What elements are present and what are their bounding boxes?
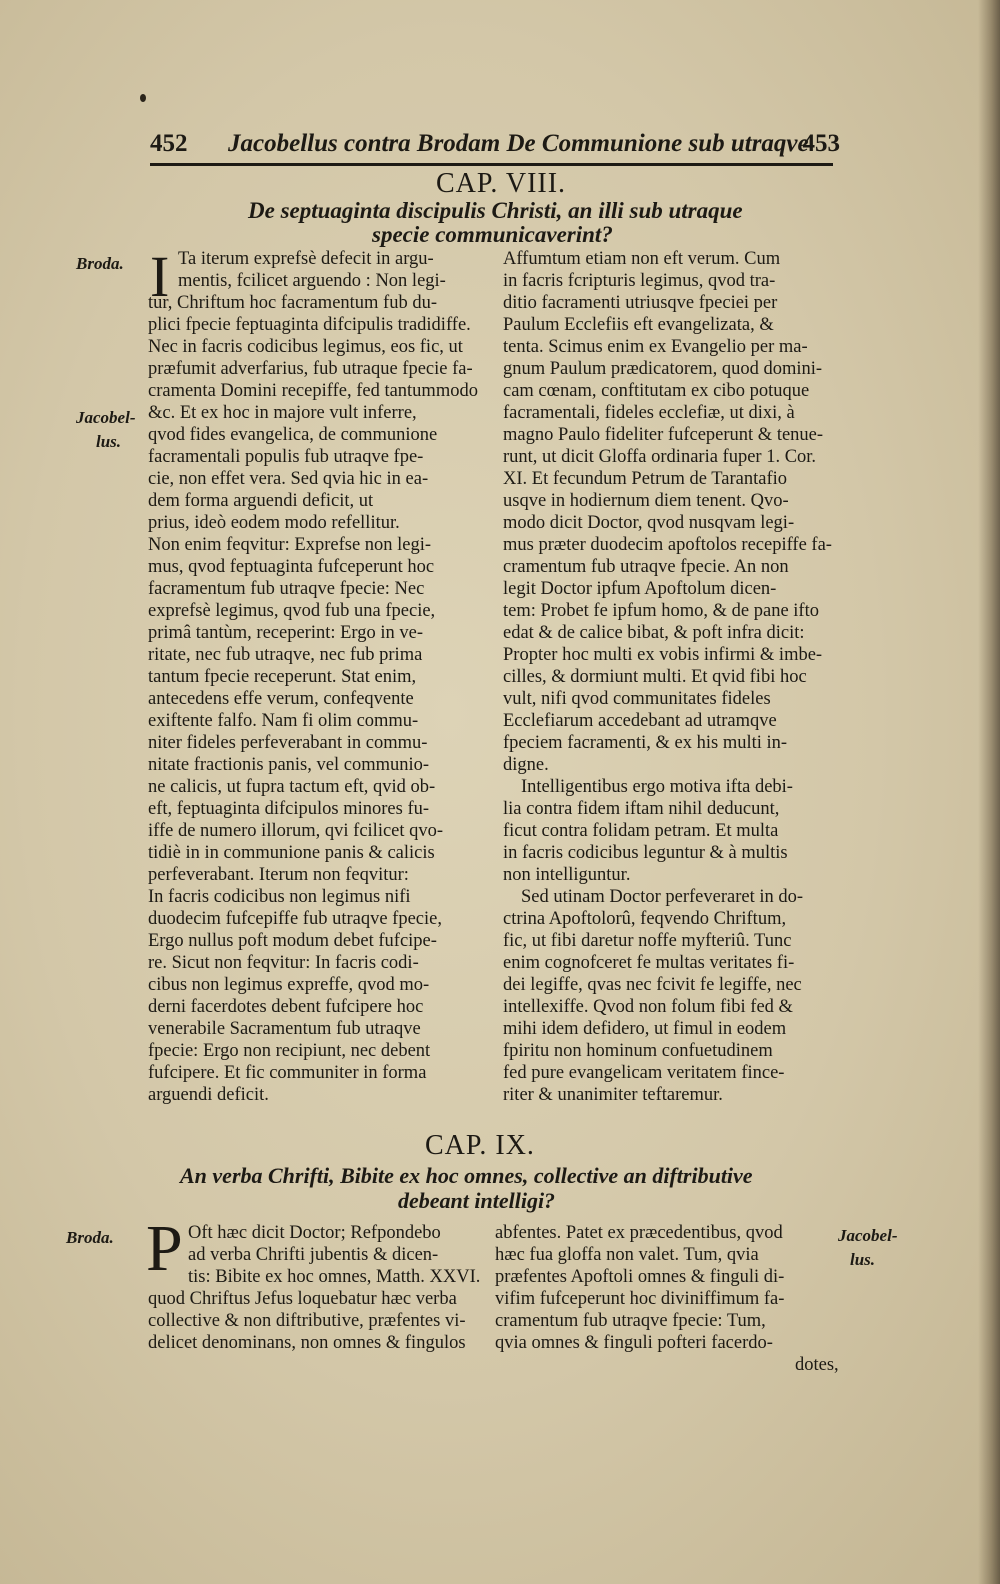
text-line: re. Sicut non feqvitur: In facris codi-	[148, 953, 419, 973]
margin-note-jacobellus-b: lus.	[96, 432, 122, 451]
text-line: fpiritu non hominum confuetudinem	[503, 1041, 773, 1061]
running-header	[150, 128, 840, 164]
text-line: abfentes. Patet ex præcedentibus, qvod	[495, 1223, 783, 1243]
text-line: præfentes Apoftoli omnes & finguli di-	[495, 1267, 785, 1287]
margin-note-broda-2: Broda.	[66, 1228, 114, 1247]
text-line: exprefsè legimus, qvod fub una fpecie,	[148, 601, 436, 621]
text-line: facramentali populis fub utraqve fpe-	[148, 447, 424, 467]
text-line: ne calicis, ut fupra tactum eft, qvid ob-	[148, 777, 436, 797]
text-line: plici fpecie feptuaginta difcipulis tradidiffe.	[148, 315, 471, 335]
text-line: in facris codicibus leguntur & à multis	[503, 843, 788, 863]
chapter-8-subtitle-line2: specie communicaverint?	[372, 222, 613, 247]
header-rule	[150, 163, 833, 166]
text-line: derni facerdotes debent fufcipere hoc	[148, 997, 424, 1017]
text-line: dei legiffe, qvas nec fcivit fe legiffe, nec	[503, 975, 802, 995]
text-line: Affumtum etiam non eft verum. Cum	[503, 249, 781, 269]
margin-note-jacobellus-a: Jacobel-	[76, 408, 136, 427]
text-line: Non enim feqvitur: Exprefse non legi-	[148, 535, 432, 555]
text-line: eft, feptuaginta difcipulos minores fu-	[148, 799, 430, 819]
margin-note-broda: Broda.	[76, 254, 124, 273]
chapter-8-right-column	[503, 250, 838, 1120]
text-line: fic, ut fibi daretur noffe myfteriû. Tunc	[503, 931, 792, 951]
text-line: hæc fua gloffa non valet. Tum, qvia	[495, 1245, 759, 1265]
text-line: niter fideles perfeverabant in commu-	[148, 733, 428, 753]
text-line: enim cognofceret fe multas veritates fi-	[503, 953, 795, 973]
text-line: mentis, fcilicet arguendo : Non legi-	[178, 271, 446, 291]
text-line: qvia omnes & finguli pofteri facerdo-	[495, 1333, 773, 1353]
text-line: ritate, nec fub utraqve, nec fub prima	[148, 645, 423, 665]
text-line: usqve in hodiernum diem tenent. Qvo-	[503, 491, 789, 511]
text-line: runt, ut dicit Gloffa ordinaria fuper 1. Cor.	[503, 447, 817, 467]
text-line: Ta iterum exprefsè defecit in argu-	[178, 249, 434, 269]
text-line: cramentum fub utraqve fpecie. An non	[503, 557, 789, 577]
text-line: cie, non effet vera. Sed qvia hic in ea-	[148, 469, 429, 489]
text-line: mihi idem defidero, ut fimul in eodem	[503, 1019, 787, 1039]
chapter-9-subtitle-line1: An verba Chrifti, Bibite ex hoc omnes, collective an diftributive	[180, 1163, 753, 1188]
chapter-8-heading: CAP. VIII.	[436, 168, 567, 199]
text-line: perfeverabant. Iterum non feqvitur:	[148, 865, 409, 885]
text-line: cramenta Domini recepiffe, fed tantummodo	[148, 381, 478, 401]
chapter-9-subtitle-line2: debeant intelligi?	[398, 1188, 556, 1213]
text-line: tis: Bibite ex hoc omnes, Matth. XXVI.	[188, 1267, 481, 1287]
text-line: cam cœnam, conftitutam ex cibo potuque	[503, 381, 810, 401]
text-line: riter & unanimiter teftaremur.	[503, 1085, 723, 1105]
text-line: tem: Probet fe ipfum homo, & de pane ifto	[503, 601, 819, 621]
text-line: nitate fractionis panis, vel communio-	[148, 755, 430, 775]
text-line: gnum Paulum prædicatorem, quod domini-	[503, 359, 823, 379]
text-line: &c. Et ex hoc in majore vult inferre,	[148, 403, 417, 423]
text-line: fed pure evangelicam veritatem fince-	[503, 1063, 785, 1083]
text-line: qvod fides evangelica, de communione	[148, 425, 438, 445]
text-line: ficut contra folidam petram. Et multa	[503, 821, 779, 841]
text-line: iffe de numero illorum, qvi fcilicet qvo-	[148, 821, 444, 841]
text-line: non intelliguntur.	[503, 865, 631, 885]
text-line: tenta. Scimus enim ex Evangelio per ma-	[503, 337, 808, 357]
text-line: fpeciem facramenti, & ex his multi in-	[503, 733, 788, 753]
right-page-number: 453	[802, 130, 840, 157]
text-line: cilles, & dormiunt multi. Et qvid fibi hoc	[503, 667, 807, 687]
drop-initial-i: I	[150, 244, 170, 309]
text-line: Paulum Ecclefiis eft evangelizata, &	[503, 315, 774, 335]
text-line: modo dicit Doctor, qvod nusqvam legi-	[503, 513, 795, 533]
text-line: In facris codicibus non legimus nifi	[148, 887, 411, 907]
text-line: tur, Chriftum hoc facramentum fub du-	[148, 293, 438, 313]
drop-initial-p: P	[146, 1212, 183, 1285]
chapter-9-left-column	[148, 1224, 483, 1394]
text-line: mus præter duodecim apoftolos recepiffe fa-	[503, 535, 832, 555]
text-line: fufcipere. Et fic communiter in forma	[148, 1063, 427, 1083]
text-line: vifim fufceperunt hoc diviniffimum fa-	[495, 1289, 785, 1309]
text-line: antecedens effe verum, confeqvente	[148, 689, 414, 709]
text-line: facramentali, fideles ecclefiæ, ut dixi, à	[503, 403, 795, 423]
text-line: Ergo nullus poft modum debet fufcipe-	[148, 931, 437, 951]
text-line: Ecclefiarum accedebant ad utramqve	[503, 711, 777, 731]
text-line: ctrina Apoftolorû, feqvendo Chriftum,	[503, 909, 787, 929]
text-line: præfumit adverfarius, fub utraque fpecie fa-	[148, 359, 473, 379]
text-line: edat & de calice bibat, & poft infra dicit:	[503, 623, 805, 643]
text-line: vult, nifi qvod communitates fideles	[503, 689, 771, 709]
text-line: lia contra fidem iftam nihil deducunt,	[503, 799, 780, 819]
text-line: Oft hæc dicit Doctor; Refpondebo	[188, 1223, 441, 1243]
text-line: digne.	[503, 755, 549, 775]
text-line: delicet denominans, non omnes & fingulos	[148, 1333, 466, 1353]
text-line: dem forma arguendi deficit, ut	[148, 491, 374, 511]
text-line: Nec in facris codicibus legimus, eos fic, ut	[148, 337, 463, 357]
text-line: dotes,	[795, 1355, 839, 1375]
text-line: duodecim fufcepiffe fub utraqve fpecie,	[148, 909, 442, 929]
chapter-9-right-column	[495, 1223, 839, 1394]
text-line: mus, qvod feptuaginta fufceperunt hoc	[148, 557, 435, 577]
text-line: intellexiffe. Qvod non folum fibi fed &	[503, 997, 793, 1017]
text-line: XI. Et fecundum Petrum de Tarantafio	[503, 469, 787, 489]
text-line: primâ tantùm, receperint: Ergo in ve-	[148, 623, 424, 643]
margin-note-jacobellus-right-a: Jacobel-	[838, 1226, 898, 1245]
running-title: Jacobellus contra Brodam De Communione sub utraqve	[228, 130, 809, 157]
text-line: ditio facramenti utriusqve fpeciei per	[503, 293, 778, 313]
text-line: collective & non diftributive, præfentes vi-	[148, 1311, 466, 1331]
chapter-9-heading: CAP. IX.	[425, 1130, 535, 1161]
left-page-number: 452	[150, 130, 188, 157]
ink-speck	[140, 94, 146, 102]
page-spine-shadow	[978, 0, 1000, 1584]
chapter-8-subtitle-line1: De septuaginta discipulis Christi, an illi sub utraque	[248, 198, 743, 223]
text-line: magno Paulo fideliter fufceperunt & tenue-	[503, 425, 824, 445]
text-line: fpecie: Ergo non recipiunt, nec debent	[148, 1041, 431, 1061]
text-line: venerabile Sacramentum fub utraqve	[148, 1019, 421, 1039]
text-line: Sed utinam Doctor perfeveraret in do-	[521, 887, 804, 907]
chapter-8-left-column	[148, 244, 483, 1120]
text-line: tidiè in in communione panis & calicis	[148, 843, 435, 863]
text-line: facramentum fub utraqve fpecie: Nec	[148, 579, 425, 599]
text-line: cibus non legimus expreffe, qvod mo-	[148, 975, 430, 995]
text-line: cramentum fub utraqve fpecie: Tum,	[495, 1311, 766, 1331]
text-line: quod Chriftus Jefus loquebatur hæc verba	[148, 1289, 457, 1309]
text-line: Propter hoc multi ex vobis infirmi & imbe-	[503, 645, 823, 665]
text-line: ad verba Chrifti jubentis & dicen-	[188, 1245, 439, 1265]
text-line: exiftente falfo. Nam fi olim commu-	[148, 711, 419, 731]
text-line: prius, ideò eodem modo refellitur.	[148, 513, 400, 533]
text-line: in facris fcripturis legimus, qvod tra-	[503, 271, 776, 291]
margin-note-jacobellus-right-b: lus.	[850, 1250, 876, 1269]
text-line: legit Doctor ipfum Apoftolum dicen-	[503, 579, 777, 599]
text-line: Intelligentibus ergo motiva ifta debi-	[521, 777, 793, 797]
text-line: arguendi deficit.	[148, 1085, 269, 1105]
text-line: tantum fpecie receperunt. Stat enim,	[148, 667, 417, 687]
